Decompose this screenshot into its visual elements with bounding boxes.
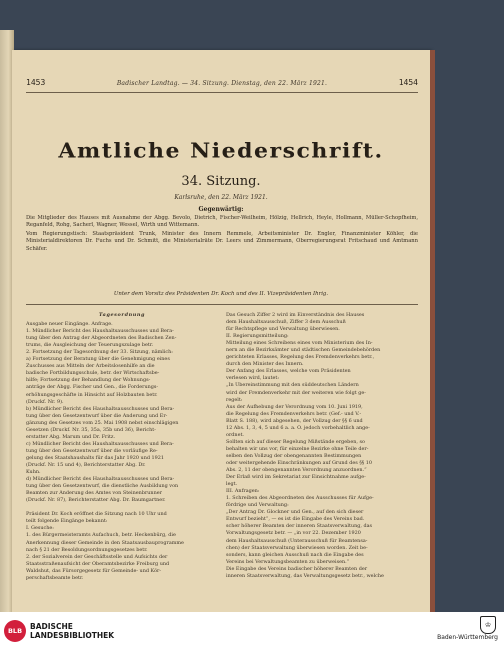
present-label: Gegenwärtig: bbox=[198, 206, 244, 213]
document-page bbox=[12, 50, 430, 612]
right-column-line: III. Anfragen: bbox=[226, 488, 260, 495]
agenda-heading: Tagesordnung bbox=[98, 312, 146, 318]
partner-name[interactable]: Baden-Württemberg bbox=[437, 634, 498, 641]
left-column-line: Gesetzen (Druckf. Nr. 35, 35a, 35b und 36), Bericht- bbox=[26, 426, 156, 433]
right-column-line: oder weitergehende Einschränkungen auf Grund des §§ 10 bbox=[226, 459, 372, 466]
right-column-line: „Der Antrag Dr. Glockner und Gen., auf den sich dieser bbox=[226, 509, 364, 516]
running-header bbox=[26, 78, 418, 92]
left-column-line: I. Gesuche: bbox=[26, 525, 54, 532]
right-column-line: gerichteten Erlasses, Regelung des Fremdenverkehrs betr., bbox=[226, 354, 375, 361]
right-column-line: behalten wir uns vor, für einzelne Bezirke ohne Teile der- bbox=[226, 445, 369, 452]
right-column-line: die Regelung des Fremdenverkehrs betr. (Gef.- und V.- bbox=[226, 410, 362, 417]
footer-bar bbox=[0, 612, 504, 646]
left-column-line: 1. Mündlicher Bericht des Haushaltsausschusses und Bera- bbox=[26, 328, 174, 335]
right-column-line: selben den Vollzug der obengenannten Bestimmungen bbox=[226, 452, 362, 459]
right-column-line: Das Gesuch Ziffer 2 wird im Einverständnis des Hauses bbox=[226, 312, 365, 318]
right-column-line: verlesen wird, lautet: bbox=[226, 375, 279, 382]
right-column-line: inneren Staatsverwaltung, das Verwaltungsgesetz betr., welche bbox=[226, 572, 384, 579]
right-column-line: nern an die Bezirksämter und städtischen Gemeindebehörden bbox=[226, 347, 381, 354]
chair-note: Unter dem Vorsitz des Präsidenten Dr. Koch und des II. Vizepräsidenten Ihrig. bbox=[113, 291, 329, 297]
attendance-block bbox=[26, 215, 418, 254]
right-column-line: durch den Minister des Innern. bbox=[226, 361, 304, 368]
left-column-line: gelung des Staatshaushalts für das Jahr 1920 und 1921 bbox=[26, 454, 164, 461]
right-column-line: Vorwaltungsgesetz betr. — „in vor 22. Dezember 1920 bbox=[226, 530, 361, 537]
library-name[interactable] bbox=[30, 622, 114, 640]
right-column-line: regelt: bbox=[226, 396, 243, 403]
two-column-body bbox=[26, 312, 418, 612]
right-column-line: Die Eingabe des Vereins badischer höherer Beamten der bbox=[226, 565, 368, 572]
left-column-line: b) Mündlicher Bericht des Haushaltsausschusses und Bera- bbox=[26, 405, 175, 412]
right-column-line: „In Übereinstimmung mit den süddeutschen Ländern bbox=[226, 382, 359, 389]
left-column-line: 2. der Sozialverein der Geschäftsstelle und Aufsichts der bbox=[26, 553, 168, 560]
left-column-line: 2. Fortsetzung der Tagesordnung der 33. Sitzung, nämlich: bbox=[26, 349, 173, 356]
left-column-line: tung über den Gesetzentwurf über die Änderung und Er- bbox=[26, 412, 168, 419]
right-column-line: Abs. 2, 11 der obengenannten Verordnung anzuordnen.“ bbox=[226, 467, 367, 474]
right-column-line: 12 Abs. 1, 3, 4, 5 und 6 a. a. O. jedoch vorbehaltlich ange- bbox=[226, 424, 370, 431]
left-column-line: Präsident Dr. Koch eröffnet die Sitzung nach 10 Uhr und bbox=[26, 511, 167, 518]
left-column-line: hilfe; Fortsetzung der Behandlung der Wohnungs- bbox=[26, 377, 151, 384]
page-number-left: 1453 bbox=[26, 78, 46, 87]
right-column-line: dem Haushaltsausschuß, Ziffer 3 dem Ausschuß bbox=[226, 319, 346, 326]
left-column-line: (Druckf. Nr. 87), Berichterstatter Abg. Dr. Baumgartner. bbox=[26, 497, 166, 504]
left-column bbox=[26, 312, 218, 612]
right-column-line: legt. bbox=[226, 481, 238, 488]
right-column-line: scher höherer Beamten der inneren Staatsverwaltung, das bbox=[226, 523, 373, 530]
left-column-line: c) Mündlicher Bericht des Haushaltsausschusses und Bera- bbox=[26, 440, 174, 447]
right-column-line: Blatt S. 188), wird abgesehen, der Vollzug der §§ 6 und bbox=[226, 417, 363, 424]
right-column-line: chen) der Staatsverwaltung überwiesen worden. Zeit be- bbox=[226, 544, 368, 551]
right-column-line: Sollten sich auf dieser Regelung Mißstände ergeben, so bbox=[226, 438, 365, 445]
left-column-line: Ausgabe neuer Eingänge. Anfrage. bbox=[26, 321, 113, 328]
left-column-line: Zuschusses aus Mitteln der Arbeitslosenhilfe an die bbox=[26, 363, 155, 370]
page-number-right: 1454 bbox=[398, 78, 418, 87]
running-head-text: Badischer Landtag. — 34. Sitzung. Dienstag, den 22. März 1921. bbox=[116, 80, 328, 87]
left-column-line: erstatter Abg. Marum und Dr. Fritz. bbox=[26, 433, 116, 440]
right-column-line: Entwurf bezieht“, — es ist die Eingabe des Vereins bad. bbox=[226, 516, 365, 523]
left-column-line: badische Fortbildungsschule, betr. der Wirtschaftsbe- bbox=[26, 370, 160, 377]
right-column-line: II. Regierungsmitteilung: bbox=[226, 333, 289, 340]
left-column-line: Staatsstraßenaufsicht der Oberamtsbezirke Freiburg und bbox=[26, 560, 170, 567]
library-name-line2: LANDESBIBLIOTHEK bbox=[30, 631, 115, 640]
section-rule bbox=[26, 304, 418, 305]
left-column-line: nach § 21 der Besoldungsordnungsgesetzes betr. bbox=[26, 546, 148, 553]
state-crest-icon: ♔ bbox=[480, 616, 496, 634]
right-column-line: fördrige und Verwaltung: bbox=[226, 502, 289, 509]
left-column-line: (Druckf. Nr. 9). bbox=[26, 398, 64, 405]
left-column-line: tung über den Antrag der Abgeordneten des Badischen Zen- bbox=[26, 335, 177, 342]
document-title: Amtliche Niederschrift. bbox=[58, 139, 384, 163]
right-column-line: 1. Schreiben des Abgeordneten des Ausschusses für Aufge- bbox=[226, 495, 374, 502]
left-column-line: perschaftsbeamte betr. bbox=[26, 574, 84, 581]
right-column-line: Der Erlaß wird im Sekretariat zur Einsichtnahme aufge- bbox=[226, 474, 366, 481]
right-column bbox=[226, 312, 418, 612]
right-column-line: dem Haushaltsausschuß (Unterausschuß für Beamtensa- bbox=[226, 537, 368, 544]
left-column-line: tung über den Gesetzentwurf, die dienstliche Ausbildung von bbox=[26, 483, 179, 490]
left-column-line: Anerkennung dieser Gemeinde in den Staatsausbauprogramme bbox=[26, 539, 184, 546]
right-column-line: sonders, kann gleichen Ausschuß nach die Eingabe des bbox=[226, 551, 364, 558]
left-column-line: gänzung des Gesetzes vom 25. Mai 1908 nebst einschlägigen bbox=[26, 419, 179, 426]
left-column-line: 1. des Bürgermeisteramts Aufachuch, betr. Heckenbürg, die bbox=[26, 532, 176, 539]
library-name-line1: BADISCHE bbox=[30, 622, 73, 631]
attendance-government: Vom Regierungstisch: Staatspräsident Trunk, Minister des Innern Remmele, Arbeitsminister Dr. Engler, Finanzminister Köhler, die Ministerialdirektoren Dr. Fuchs und Dr. Schmitt, die Ministerialräte Dr. Leers und Zimmermann, Oberregierungsrat Fritschaud und Amtmann Schäfer. bbox=[26, 230, 418, 252]
right-column-line: ordnet. bbox=[226, 431, 244, 438]
left-column-line: teilt folgende Eingänge bekannt: bbox=[26, 518, 108, 525]
right-column-line: wird der Fremdenverkehr mit der weiteren wie folgt ge- bbox=[226, 389, 366, 396]
right-column-line: Mitteilung eines Schreibens eines vom Ministerium des In- bbox=[226, 340, 373, 347]
library-logo[interactable]: BLB bbox=[4, 620, 26, 642]
right-column-line: Vereins bei Verwaltungsbeamten zu überweisen.“ bbox=[226, 558, 350, 565]
left-column-line: Waldshut, das Fürsorgegesetz für Gemeinde- und Kör- bbox=[26, 567, 162, 574]
left-column-line: (Druckf. Nr. 15 und 4), Berichterstatter Abg. Dr. bbox=[26, 461, 146, 468]
right-column-line: für Rechtspflege und Verwaltung überwiesen. bbox=[226, 326, 340, 333]
right-column-line: Der Anfang des Erlasses, welche vom Präsidenten bbox=[226, 368, 351, 375]
book-edge bbox=[430, 50, 435, 612]
left-column-line: erhöhungsgeschäfte in Hinsicht auf Holzbauten betr. bbox=[26, 391, 158, 398]
header-rule bbox=[26, 92, 418, 93]
attendance-members: Die Mitglieder des Hauses mit Ausnahme der Abgg. Bevolo, Dietrich, Fischer-Weilheim, Hölzig, Hellrich, Heyle, Hollmann, Müller-Schopfheim, Reganfeld, Rohg, Sacherl, Wagner, Wessel, Wirth und Wittemann. bbox=[26, 215, 418, 229]
left-column-line: trums, die Ausgleichung der Teuerungszulage betr. bbox=[26, 342, 154, 349]
session-heading: 34. Sitzung. bbox=[181, 174, 261, 189]
left-column-line: d) Mündlicher Bericht des Haushaltsausschusses und Bera- bbox=[26, 476, 175, 483]
left-column-line: anträge der Abgg. Fischer und Gen., die Forderungs- bbox=[26, 384, 159, 391]
left-column-line bbox=[26, 504, 218, 511]
left-column-line: tung über den Gesetzentwurf über die vorläufige Re- bbox=[26, 447, 158, 454]
left-column-line: a) Fortsetzung der Beratung über die Genehmigung eines bbox=[26, 356, 170, 363]
left-column-line: Beamten zur Änderung des Amtes von Steinenbrunner bbox=[26, 490, 162, 497]
right-column-line: Aus der Aufhebung der Verordnung vom 10. Juni 1919, bbox=[226, 403, 363, 410]
left-column-line: Kuhn. bbox=[26, 469, 41, 476]
session-date: Karlsruhe, den 22. März 1921. bbox=[174, 194, 268, 201]
